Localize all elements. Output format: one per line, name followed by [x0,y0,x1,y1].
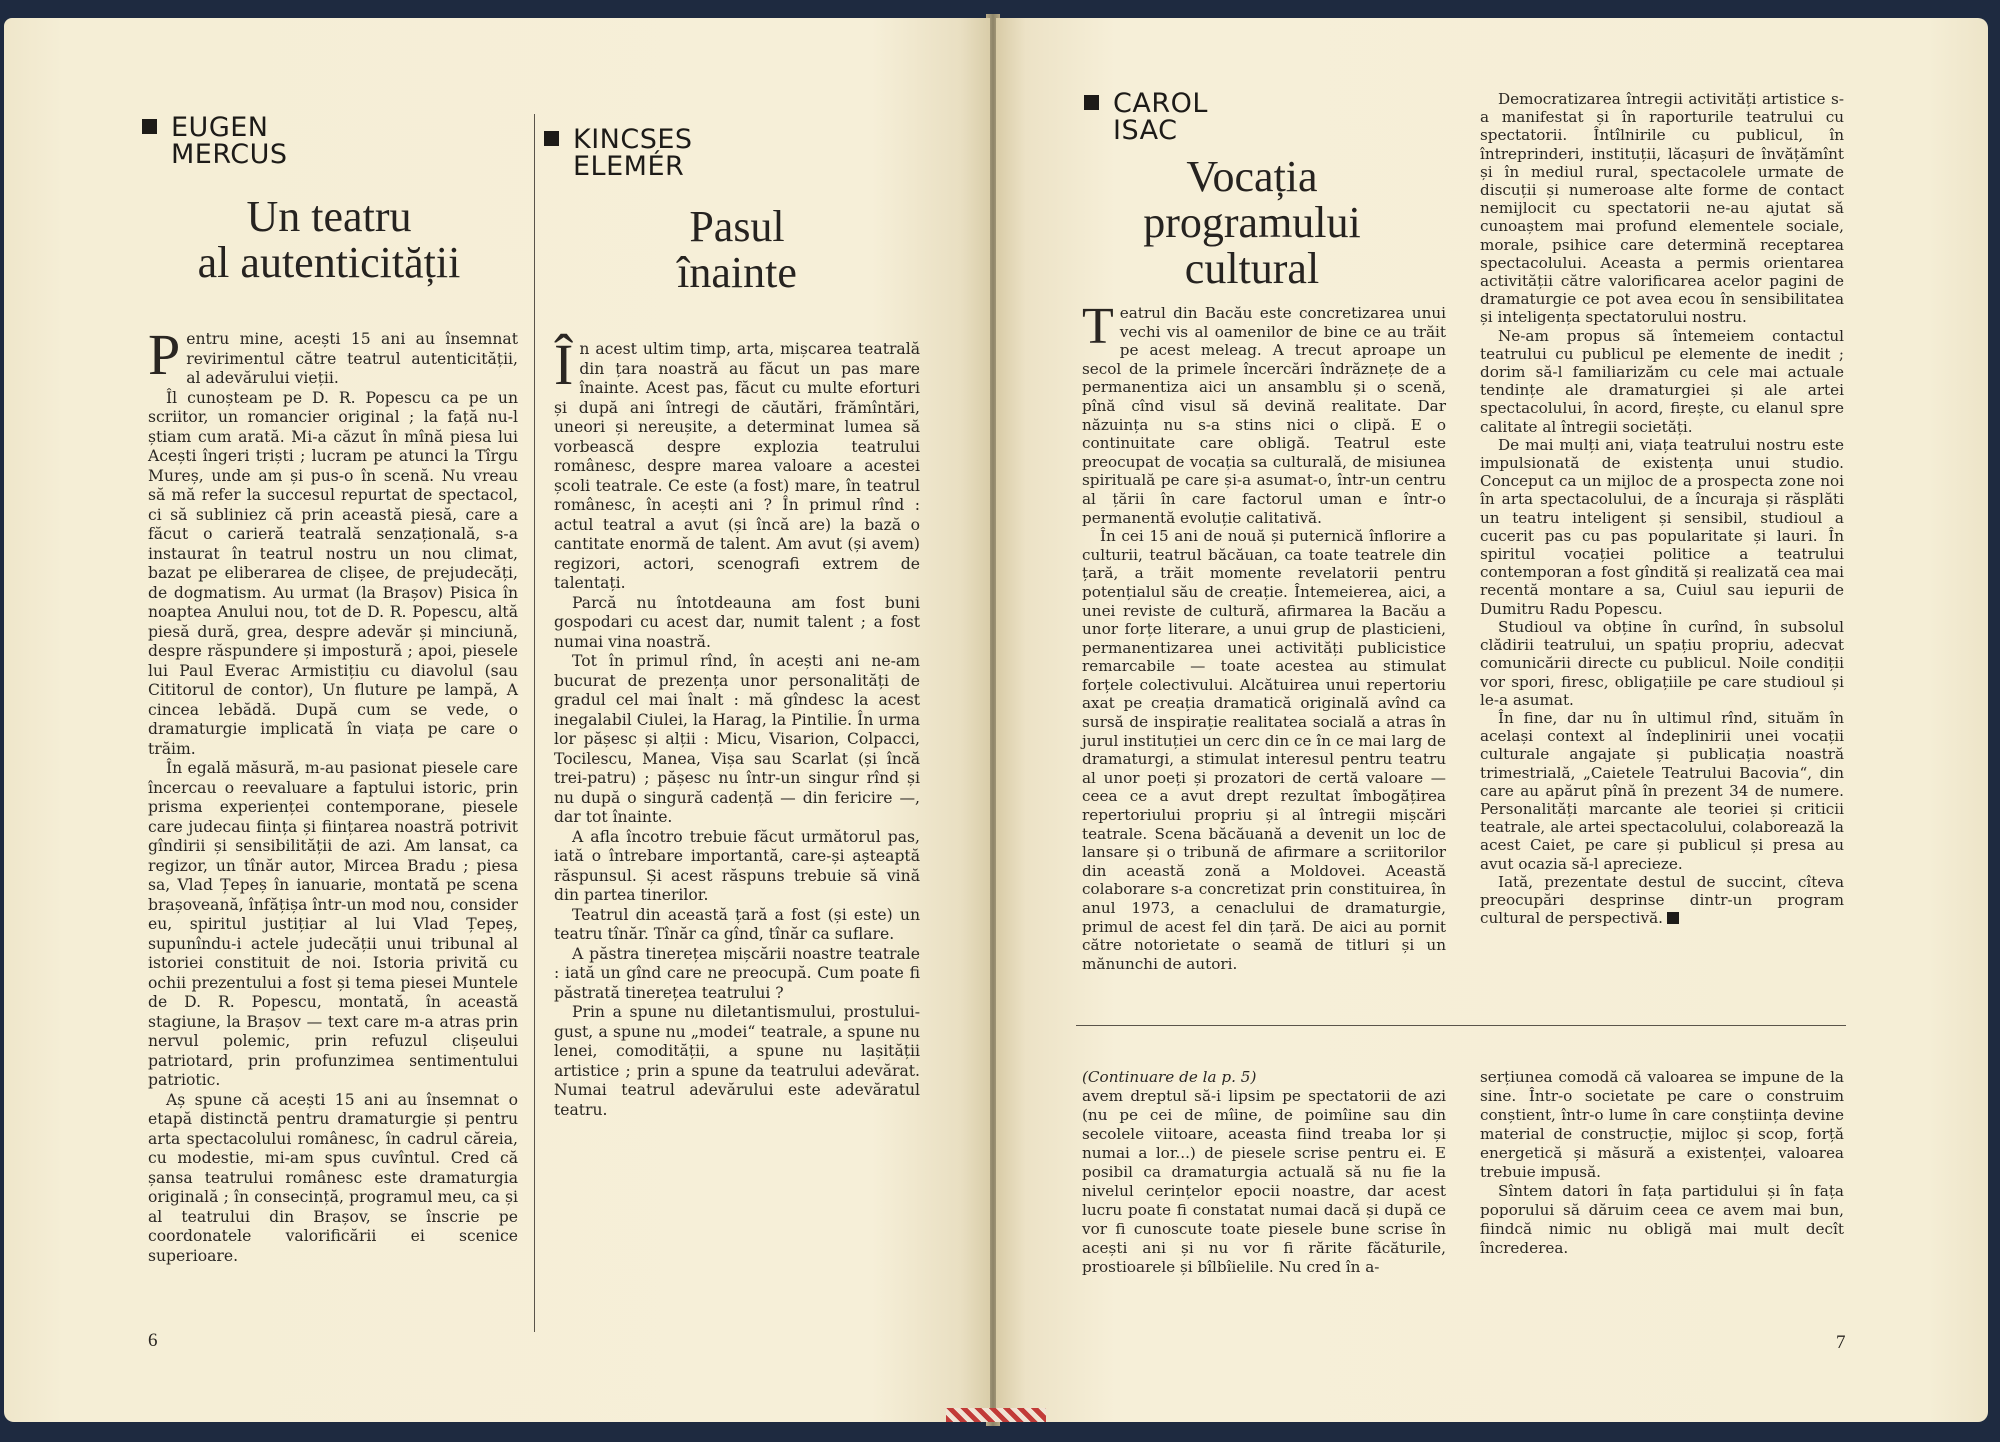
title-line: programului [1143,198,1361,247]
article2-paragraph: A păstra tinerețea mișcării noastre teatrale : iată un gînd care ne preocupă. Cum poate fi păstrată tinerețea teatrului ? [554,944,920,1002]
drop-cap: T [1082,298,1114,355]
article2-title [552,204,922,296]
article3-column1 [1082,298,1446,973]
continuation-paragraph: Sîntem datori în fața partidului și în fața poporului să dăruim ceea ce avem mai bun, fiindcă nimic nu obligă mai mult decît încrederea. [1480,1182,1844,1257]
square-bullet-icon [142,119,157,134]
article2-paragraph: Tot în primul rînd, în acești ani ne-am bucurat de prezența unor personalități de gradul cel mai înalt : mă gîndesc la acest inegalabil Ciulei, la Harag, la Pintilie. În urma lor pășesc și alții : Micu, Visarion, Colpacci, Tocilescu, Manea, Vișa sau Scarlat (și încă trei-patru) ; pășesc nu într-un singur rînd și nu după o singură cadență — din fericire —, dar tot înainte. [554,652,920,826]
right-page [996,18,1988,1422]
page-number: 6 [148,1330,158,1351]
article1-title [144,194,514,286]
drop-cap: P [148,322,181,387]
article3-column2 [1480,90,1844,927]
article2-paragraph: Prin a spune nu diletantismului, prostului-gust, a spune nu „modei“ teatrale, a spune nu lenei, comodității, a spune nu lașității artistice ; prin a spune da teatrului adevărat. Numai teatrul adevărului este adevăratul teatru. [554,1003,920,1119]
binding-tape [946,1408,1046,1422]
title-line: Un teatru [246,192,412,241]
article3-first-paragraph: Teatrul din Bacău este concretizarea unui vechi vis al oamenilor de bine ce au trăit pe acest meleag. A trecut aproape un secol de la primele încercări îndrăznețe de a permanentiza aici un ansamblu și o scenă, pînă cînd visul să devină realitate. Dar năzuința nu s-a stins nici o clipă. E o continuitate care obligă. Teatrul este preocupat de vocația sa culturală, de misiunea spirituală pe care și-a asumat-o, într-un centru al țării în care factorul uman e într-o permanentă evoluție calitativă. [1082,298,1446,527]
article1-body [148,322,518,1266]
title-line: al autenticității [197,238,461,287]
continuation-text: avem dreptul să-i lipsim pe spectatorii de azi (nu pe cei de mîine, de poimîine sau din secolele viitoare, aceasta fiind treaba lor și numai a lor...) de piesele scrise pentru ei. E posibil ca dramaturgia actuală să nu fie la nivelul cerințelor epocii noastre, dar acest lucru poate fi constatat numai dacă și după ce vor fi cunoscute toate piesele bune scrise în acești ani și nu vor fi rărite făcăturile, prostioarele și bîlbîielile. Nu cred în a- [1082,1087,1446,1276]
continuation-paragraph: serțiunea comodă că valoarea se impune de la sine. Într-o societate pe care o construim conștient, într-o lume în care conștiința devine material de construcție, mijloc și scop, forță energetică și măsură a existenței, valoarea trebuie impusă. [1480,1068,1844,1181]
continuation-header: (Continuare de la p. 5) [1082,1068,1257,1086]
square-bullet-icon [1084,95,1099,110]
article3-paragraph: Studioul va obține în curînd, în subsolul clădirii teatrului, un spațiu propriu, adecvat comunicării directe cu publicul. Noile condiții vor spori, firesc, obligațiile pe care studioul și le-a asumat. [1480,617,1844,709]
continuation-column2 [1480,1068,1844,1258]
column-divider [534,114,535,1332]
article2-first-paragraph: În acest ultim timp, arta, mișcarea teatrală din țara noastră au făcut un pas mare înainte. Acest pas, făcut cu multe eforturi și după ani întregi de căutări, frămîntări, uneori și nereușite, a determinat lumea să vorbească despre explozia teatrului românesc, despre marea valoare a acestei școli teatrale. Ce este (a fost) mare, în teatrul românesc, în acești ani ? În primul rînd : actul teatral a avut (și încă are) la bază o cantitate enormă de talent. Am avut (și avem) regizori, actori, scenografi extrem de talentați. [554,332,920,592]
article2-author [544,126,693,180]
article3-author [1084,90,1208,144]
author-first-name: CAROL [1113,88,1208,119]
left-page [4,18,990,1422]
article1-first-paragraph: Pentru mine, acești 15 ani au însemnat revirimentul către teatrul autenticității, al adevărului vieții. [148,322,518,387]
article3-title [1092,154,1412,292]
article3-paragraph: Ne-am propus să întemeiem contactul teatrului cu publicul pe elemente de inedit ; dorim să-l familiarizăm cu cele mai actuale tendințe ale dramaturgiei și ale artei spectacolului, în acord, firește, cu elanul spre calitate al întregii societăți. [1480,326,1844,436]
article1-paragraph: Îl cunoșteam pe D. R. Popescu ca pe un scriitor, un romancier original ; la față nu-l știam cum arată. Mi-a căzut în mînă piesa lui Acești îngeri triști ; lucram pe atunci la Tîrgu Mureș, unde am și pus-o în scenă. Nu vreau să mă refer la succesul repurtat de spectacol, ci să subliniez că prin această piesă, care a făcut o carieră teatrală senzațională, s-a instaurat în teatrul nostru un nou climat, bazat pe eliberarea de clișee, de prejudecăți, de dogmatism. Au urmat (la Brașov) Pisica în noaptea Anului nou, tot de D. R. Popescu, altă piesă dură, grea, despre adevăr și minciună, despre răspundere și impostură ; apoi, piesele lui Paul Everac Armistițiu cu diavolul (sau Cititorul de contor), Un fluture pe lampă, A cincea lebădă. După cum se vede, o dramaturgie implicată în viața pe care o trăim. [148,388,518,758]
author-last-name: ELEMÉR [573,151,685,182]
article1-author [142,114,288,168]
article1-paragraph: În egală măsură, m-au pasionat piesele care încercau o reevaluare a faptului istoric, prin prisma experienței contemporane, piesele care judecau ființa și ființarea noastră potrivit gîndirii și sensibilității de azi. Am lansat, ca regizor, un tînăr autor, Mircea Bradu ; piesa sa, Vlad Țepeș în ianuarie, montată pe scena brașoveană, înfățișa într-un mod nou, consider eu, spiritul justițiar al lui Vlad Țepeș, supunîndu-i actele judecății unui tribunal al istoriei constituit de noi. Istoria privită cu ochii prezentului a fost și tema piesei Muntele de D. R. Popescu, montată, în această stagiune, la Brașov — text care m-a atras prin nervul polemic, prin refuzul clișeului patriotard, prin profunzimea sentimentului patriotic. [148,759,518,1089]
author-last-name: ISAC [1113,115,1178,146]
author-first-name: KINCSES [573,124,693,155]
square-bullet-icon [544,131,559,146]
article2-body [554,332,920,1120]
continuation-column1 [1082,1068,1446,1277]
article3-last-paragraph: Iată, prezentate destul de succint, cîteva preocupări desprinse dintr-un program cultural de perspectivă. [1480,872,1844,928]
title-line: Pasul [689,202,785,251]
page-number: 7 [1836,1332,1846,1353]
title-line: înainte [677,248,797,297]
author-first-name: EUGEN [171,112,269,143]
article3-paragraph: În fine, dar nu în ultimul rînd, situăm în același context al îndeplinirii unei vocații culturale angajate și publicația noastră trimestrială, „Caietele Teatrului Bacovia“, din care au apărut pînă în prezent 34 de numere. Personalități marcante ale teoriei și criticii teatrale, ale artei spectacolului, colaborează la acest Caiet, pe care și publicul și presa au avut ocazia să-l aprecieze. [1480,708,1844,873]
end-of-article-icon [1667,912,1679,924]
article2-paragraph: Teatrul din această țară a fost (și este) un teatru tînăr. Tînăr ca gînd, tînăr ca suflare. [554,905,920,943]
title-line: Vocația [1186,152,1318,201]
article3-paragraph: De mai mulți ani, viața teatrului nostru este impulsionată de existența unui studio. Conceput ca un mijloc de a prospecta zone noi în arta spectacolului, de a încuraja și răsplăti un teatru inteligent și sensibil, studioul a cucerit pas cu pas popularitate și lauri. În spiritul vocației politice a teatrului contemporan a fost gîndită și realizată cea mai recentă montare a sa, Cuiul sau iepurii de Dumitru Radu Popescu. [1480,435,1844,618]
article2-paragraph: A afla încotro trebuie făcut următorul pas, iată o întrebare importantă, care-și așteaptă răspunsul. Și acest răspuns trebuie să vină din partea tinerilor. [554,827,920,904]
article2-paragraph: Parcă nu întotdeauna am fost buni gospodari cu acest dar, numit talent ; a fost numai vina noastră. [554,593,920,651]
author-last-name: MERCUS [171,139,288,170]
section-divider [1076,1025,1846,1026]
drop-cap: Î [554,332,574,397]
title-line: cultural [1184,244,1320,293]
article1-paragraph: Aș spune că acești 15 ani au însemnat o etapă distinctă pentru dramaturgie și pentru arta spectacolului românesc, în cadrul căreia, cu modestie, mi-am spus cuvîntul. Cred că șansa teatrului românesc este dramaturgia originală ; în consecință, programul meu, ca și al teatrului din Brașov, se înscrie pe coordonatele valorificării ei scenice superioare. [148,1090,518,1265]
article3-paragraph: În cei 15 ani de nouă și puternică înflorire a culturii, teatrul băcăuan, ca toate teatrele din țară, a trăit momente revelatorii pentru potențialul său de creație. Întemeierea, aici, a unei reviste de cultură, afirmarea la Bacău a unor forțe literare, a unui grup de plasticieni, permanentizarea unei activități publicistice remarcabile — toate acestea au stimulat forțele colectivului. Alcătuirea unui repertoriu axat pe creația dramatică originală avînd ca sursă de inspirație realitatea socială a atras în jurul instituției un cerc din ce în ce mai larg de dramaturgi, a stimulat interesul pentru teatru al unor poeți și prozatori de certă valoare — ceea ce a avut drept rezultat îmbogățirea repertoriului propriu și al întregii mișcări teatrale. Scena băcăuană a devenit un loc de lansare și o tribună de afirmare a scriitorilor din această zonă a Moldovei. Această colaborare s-a concretizat prin constituirea, în anul 1973, a cenaclului de dramaturgie, primul de acest fel din țară. De aici au pornit către notorietate o seamă de titluri și un mănunchi de autori. [1082,527,1446,973]
article3-paragraph: Democratizarea întregii activități artistice s-a manifestat și în raporturile teatrului cu spectatorii. Întîlnirile cu publicul, în întreprinderi, instituții, lăcașuri de învățămînt și în mediul rural, spectacolele urmate de discuții și numeroase alte forme de contact nemijlocit cu spectatorii ne-au ajutat să cunoaștem mai profund elementele sociale, morale, psihice care determină receptarea spectacolului. Aceasta a permis orientarea activității către valorificarea acelor pagini de dramaturgie ce pot avea ecou în sensibilitatea și inteligența spectatorului nostru. [1480,90,1844,327]
